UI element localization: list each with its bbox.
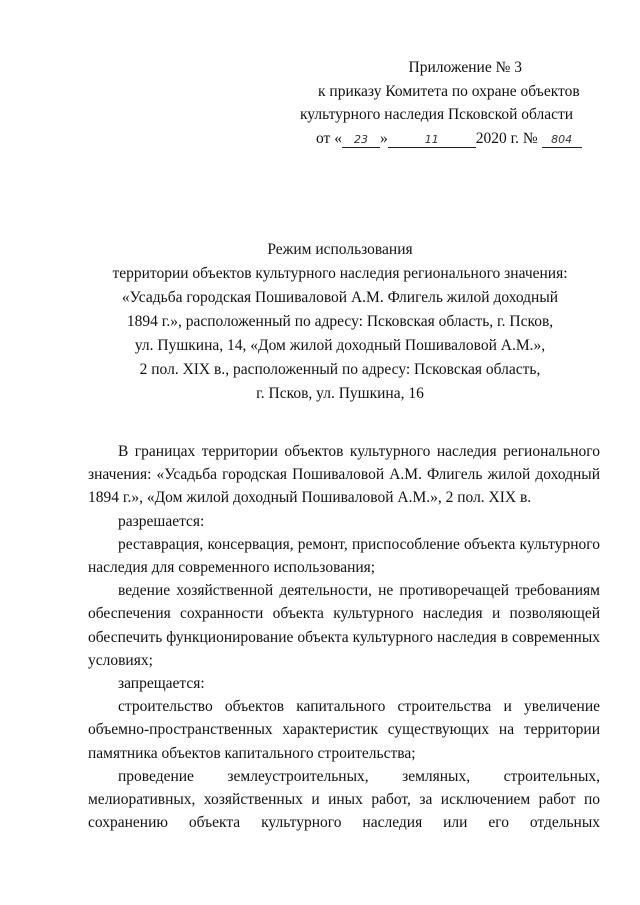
annex-date-line — [300, 127, 620, 151]
body-paragraph: строительство объектов капитального строительства и увеличение объемно-пространственных характеристик существующих на территории памятника объектов капитального строительства; — [88, 698, 600, 762]
title-line: территории объектов культурного наследия регионального значения: — [112, 265, 568, 282]
title-line: Режим использования — [267, 241, 413, 258]
date-prefix: от « — [316, 129, 342, 147]
title-line: 2 пол. XIX в., расположенный по адресу: Псковская область, — [139, 361, 541, 378]
body-paragraph: разрешается: — [118, 512, 205, 530]
title-line: 1894 г.», расположенный по адресу: Псковская область, г. Псков, — [126, 313, 554, 330]
annex-header — [300, 56, 620, 150]
order-number-handwritten: 804 — [542, 133, 582, 148]
date-month-handwritten: 11 — [388, 133, 476, 148]
annex-title: Приложение № 3 — [408, 59, 522, 76]
annex-committee-line: культурного наследия Псковской области — [300, 106, 574, 123]
body-paragraph: ведение хозяйственной деятельности, не противоречащей требованиям обеспечения сохранности объекта культурного наследия и позволяющей обеспечить функционирование объекта культурного наследия в современных условиях; — [88, 582, 600, 669]
title-line: ул. Пушкина, 14, «Дом жилой доходный Пошиваловой А.М.», — [134, 337, 546, 354]
date-mid: » — [379, 129, 388, 147]
body-paragraph: реставрация, консервация, ремонт, приспособление объекта культурного наследия для современного использования; — [88, 535, 600, 577]
body-paragraph: В границах территории объектов культурного наследия регионального значения: «Усадьба городская Пошиваловой А.М. Флигель жилой доходный 1894 г.», «Дом жилой доходный Пошиваловой А.М.», 2 пол. XIX в. — [88, 443, 600, 507]
title-line: г. Псков, ул. Пушкина, 16 — [256, 385, 424, 402]
document-body — [88, 440, 600, 834]
date-year: 2020 г. № — [475, 129, 538, 147]
document-title — [80, 238, 600, 406]
body-paragraph: запрещается: — [118, 675, 205, 693]
body-paragraph: проведение землеустроительных, земляных, строительных, мелиоративных, хозяйственных и иных работ, за исключением работ по сохранению объекта культурного наследия или его отдельных — [88, 767, 600, 832]
annex-order-line: к приказу Комитета по охране объектов — [318, 82, 580, 100]
title-line: «Усадьба городская Пошиваловой А.М. Флигель жилой доходный — [121, 289, 559, 306]
date-day-handwritten: 23 — [342, 133, 380, 148]
